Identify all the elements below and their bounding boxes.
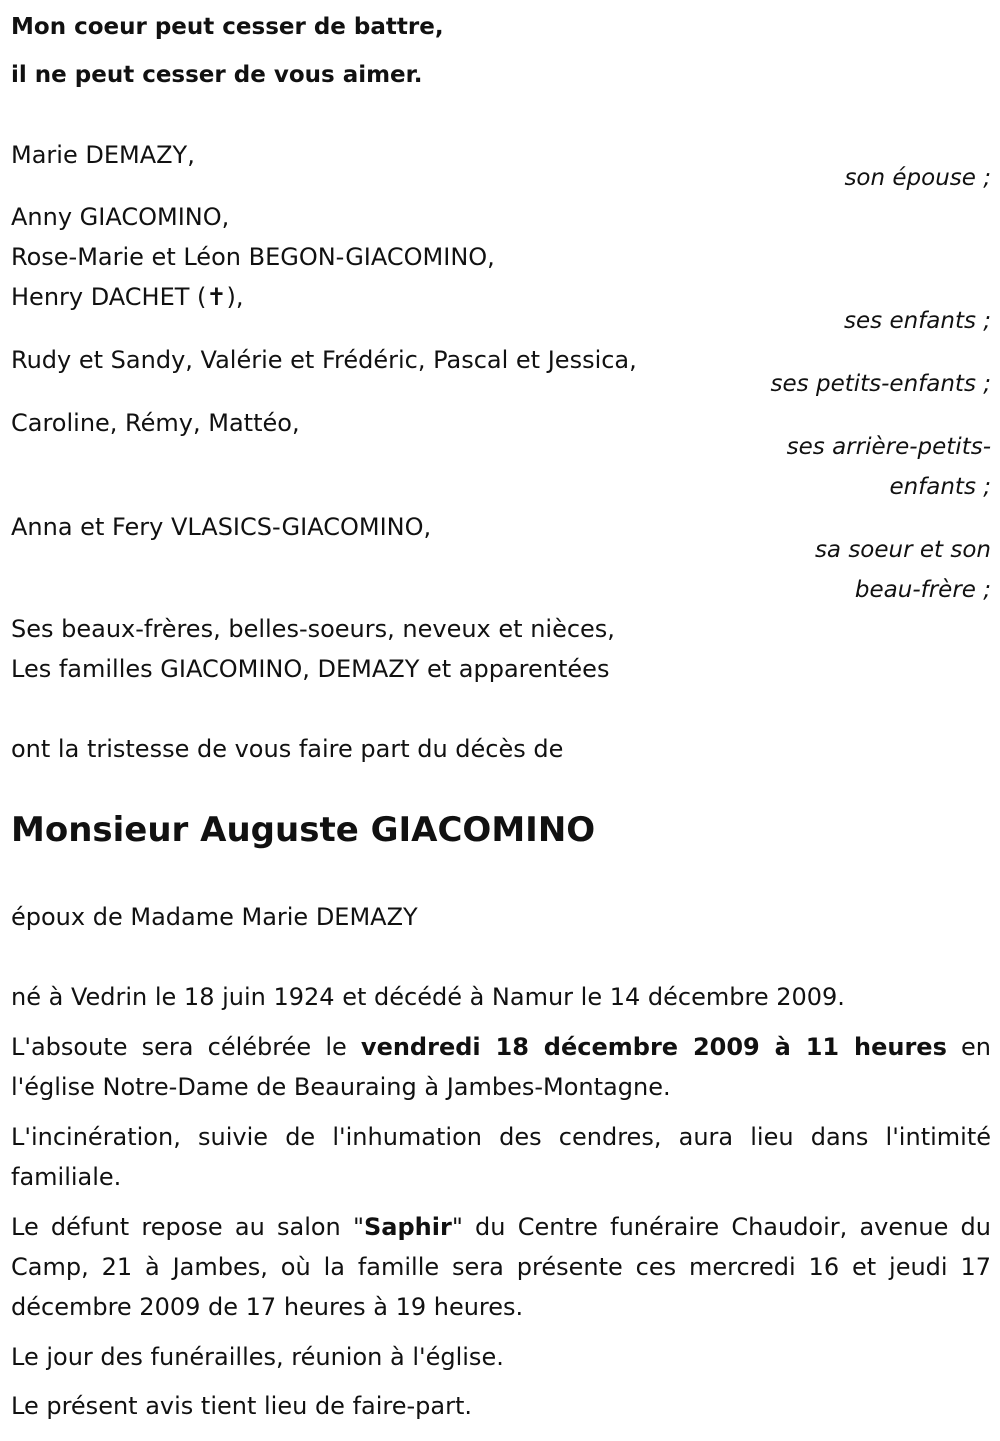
child-1: Anny GIACOMINO, [11, 203, 230, 231]
ceremony-text-after: en l'église Notre-Dame de Beauraing à Jambes-Montagne. [11, 1033, 991, 1101]
incineration-paragraph: L'incinération, suivie de l'inhumation des cendres, aura lieu dans l'intimité familiale. [11, 1123, 991, 1191]
viewing-paragraph [11, 1207, 991, 1327]
spouse-name: Marie DEMAZY, [11, 141, 195, 169]
spouse-line: époux de Madame Marie DEMAZY [11, 903, 418, 931]
meeting-line: Le jour des funérailles, réunion à l'église. [11, 1343, 504, 1371]
ceremony-text-before: L'absoute sera célébrée le [11, 1033, 361, 1061]
birth-death-line: né à Vedrin le 18 juin 1924 et décédé à Namur le 14 décembre 2009. [11, 983, 845, 1011]
extended-family-1: Ses beaux-frères, belles-soeurs, neveux et nièces, [11, 615, 615, 643]
epigraph-line-1: Mon coeur peut cesser de battre, [11, 14, 444, 40]
announcement-text: ont la tristesse de vous faire part du décès de [11, 735, 564, 763]
ceremony-paragraph [11, 1027, 991, 1107]
extended-family-2: Les familles GIACOMINO, DEMAZY et apparentées [11, 655, 610, 683]
sibling-role-1: sa soeur et son [814, 537, 991, 563]
grandchildren: Rudy et Sandy, Valérie et Frédéric, Pascal et Jessica, [11, 346, 637, 374]
child-2: Rose-Marie et Léon BEGON-GIACOMINO, [11, 243, 495, 271]
ceremony-date: vendredi 18 décembre 2009 à 11 heures [360, 1033, 947, 1061]
obituary-page [11, 0, 991, 1441]
epigraph-line-2: il ne peut cesser de vous aimer. [11, 62, 423, 88]
great-grandchildren: Caroline, Rémy, Mattéo, [11, 409, 300, 437]
deceased-name: Monsieur Auguste GIACOMINO [11, 810, 596, 850]
viewing-text-before: Le défunt repose au salon " [11, 1213, 364, 1241]
great-grandchildren-role-2: enfants ; [889, 474, 991, 500]
viewing-text-after: " du Centre funéraire Chaudoir, avenue du Camp, 21 à Jambes, où la famille sera présente ces mercredi 16 et jeudi 17 décembre 2009 de 17 heures à 19 heures. [11, 1213, 991, 1321]
grandchildren-role: ses petits-enfants ; [770, 371, 991, 397]
great-grandchildren-role-1: ses arrière-petits- [786, 434, 991, 460]
notice-line: Le présent avis tient lieu de faire-part. [11, 1392, 473, 1420]
sibling: Anna et Fery VLASICS-GIACOMINO, [11, 513, 432, 541]
sibling-role-2: beau-frère ; [854, 577, 991, 603]
children-role: ses enfants ; [844, 308, 991, 334]
salon-name: Saphir [364, 1213, 452, 1241]
spouse-role: son épouse ; [844, 165, 991, 191]
child-3: Henry DACHET (✝), [11, 283, 244, 311]
